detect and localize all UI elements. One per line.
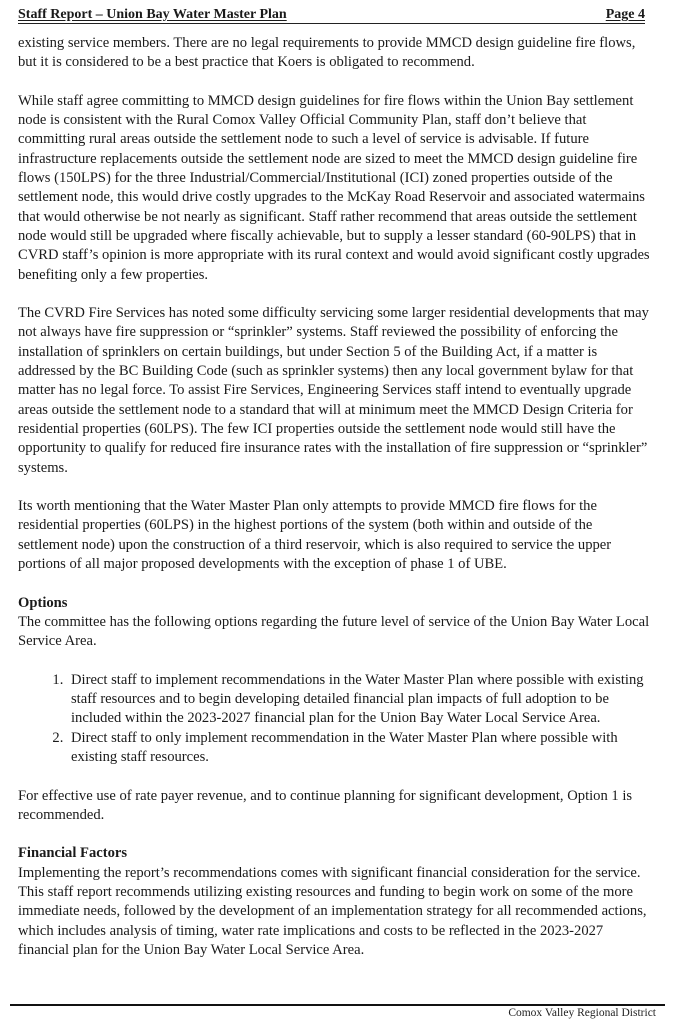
options-list xyxy=(18,671,650,767)
paragraph-fire-services: The CVRD Fire Services has noted some difficulty servicing some larger residential developments that may not always have fire suppression or “sprinkler” systems. Staff reviewed the possibility of enforcing the installation of sprinklers on certain buildings, but under Section 5 of the Building Act, if a matter is addressed by the BC Building Code (such as sprinkler systems) then any local government bylaw for that matter has no legal force. To assist Fire Services, Engineering Services staff intend to eventually upgrade areas outside the settlement node to a standard that will at minimum meet the MMCD Design Criteria for residential properties (60LPS). The few ICI properties outside the settlement node would still have the opportunity to qualify for reduced fire insurance rates with the installation of fire suppression or “sprinkler” systems. xyxy=(18,305,649,476)
options-heading: Options xyxy=(18,594,68,611)
options-intro: The committee has the following options regarding the future level of service of the Union Bay Water Local Service Area. xyxy=(18,613,650,650)
financial-heading: Financial Factors xyxy=(18,845,128,862)
document-body xyxy=(18,34,650,980)
options-recommendation: For effective use of rate payer revenue, and to continue planning for significant development, Option 1 is recommended. xyxy=(18,787,633,823)
page-number: Page 4 xyxy=(605,7,645,22)
page-header xyxy=(18,5,645,24)
option-item-1: 1. Direct staff to implement recommendations in the Water Master Plan where possible with existing staff resources and to begin developing detailed financial plan impacts of full adoption to be included within the 2023-2027 financial plan for the Union Bay Water Local Service Area. xyxy=(67,671,650,729)
paragraph-continuation: existing service members. There are no legal requirements to provide MMCD design guideline fire flows, but it is considered to be a best practice that Koers is obligated to recommend. xyxy=(18,35,636,71)
paragraph-master-plan-note: Its worth mentioning that the Water Master Plan only attempts to provide MMCD fire flows for the residential properties (60LPS) in the highest portions of the system (both within and outside of the settlement node) upon the construction of a third reservoir, which is also required to service the upper portions of all major proposed developments with the exception of phase 1 of UBE. xyxy=(18,498,612,573)
report-title: Staff Report – Union Bay Water Master Plan xyxy=(18,7,287,22)
financial-text: Implementing the report’s recommendations comes with significant financial consideration for the service. This staff report recommends utilizing existing resources and funding to begin work on some of the more immediate needs, followed by the development of an implementation strategy for all recommended actions, which includes analysis of timing, water rate implications and costs to be reflected in the 2023-2027 financial plan for the Union Bay Water Local Service Area. xyxy=(18,864,647,958)
option-item-2: 2. Direct staff to only implement recommendation in the Water Master Plan where possible with existing staff resources. xyxy=(67,729,650,768)
footer-organization: Comox Valley Regional District xyxy=(508,1007,656,1019)
paragraph-settlement-node: While staff agree committing to MMCD design guidelines for fire flows within the Union Bay settlement node is consistent with the Rural Comox Valley Official Community Plan, staff don’t believe that committing rural areas outside the settlement node to such a level of service is advisable. If future infrastructure replacements outside the settlement node are sized to meet the MMCD design guideline fire flows (150LPS) for the three Industrial/Commercial/Institutional (ICI) zoned properties outside of the settlement node, this would drive costly upgrades to the McKay Road Reservoir and associated watermains that would otherwise be not nearly as significant. Staff rather recommend that areas outside the settlement node would still be upgraded where fiscally achievable, but to supply a lesser standard (60-90LPS) that in CVRD staff’s opinion is more appropriate with its rural context and would avoid significant costly upgrades benefiting only a few properties. xyxy=(18,92,650,283)
